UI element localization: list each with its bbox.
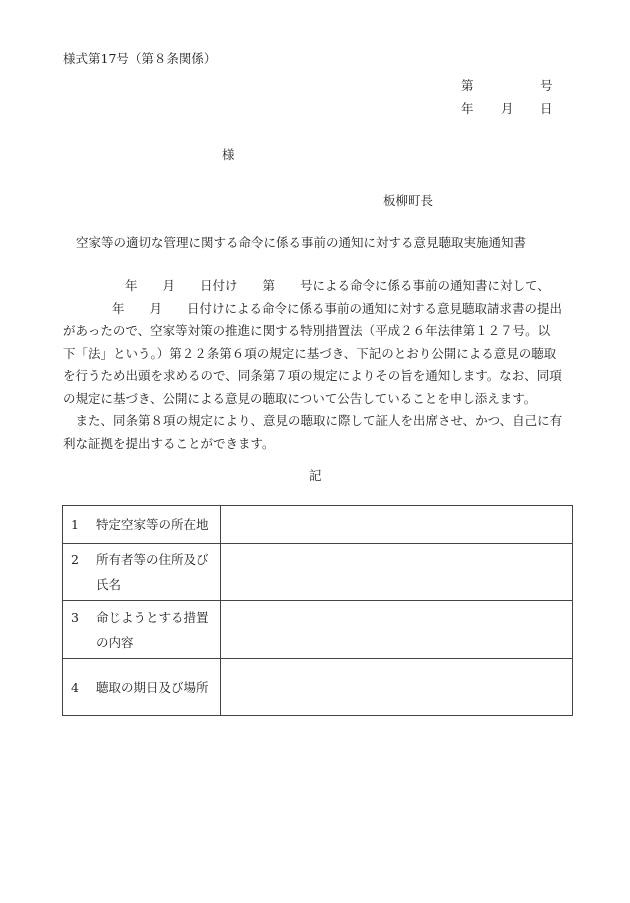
row-number: 4 bbox=[71, 679, 79, 695]
body-line: の規定に基づき、公開による意見の聴取について公告していることを申し添えます。 bbox=[63, 390, 537, 406]
row-label: 聴取の期日及び場所 bbox=[96, 679, 209, 695]
table-value-cell bbox=[221, 659, 573, 716]
notice-table bbox=[62, 505, 573, 716]
table-label-cell bbox=[63, 659, 221, 716]
sender-name: 板柳町長 bbox=[383, 193, 434, 208]
row-number: 3 bbox=[71, 609, 79, 625]
body-line: 年 月 日付けによる命令に係る事前の通知に対する意見聴取請求書の提出 bbox=[87, 300, 563, 316]
table-row bbox=[63, 506, 573, 544]
table-row bbox=[63, 601, 573, 659]
ki-heading: 記 bbox=[309, 468, 322, 483]
table-row bbox=[63, 659, 573, 716]
document-title: 空家等の適切な管理に関する命令に係る事前の通知に対する意見聴取実施通知書 bbox=[76, 235, 527, 250]
date-month: 月 bbox=[501, 101, 514, 116]
doc-number-go: 号 bbox=[540, 78, 553, 93]
date-year: 年 bbox=[461, 101, 474, 116]
table-row bbox=[63, 544, 573, 601]
table-value-cell bbox=[221, 544, 573, 601]
row-number: 2 bbox=[71, 552, 79, 567]
row-label: 所有者等の住所及び氏名 bbox=[96, 552, 209, 592]
body-line: また、同条第８項の規定により、意見の聴取に際して証人を出席させ、かつ、自己に有 bbox=[63, 413, 563, 428]
row-number: 1 bbox=[71, 517, 79, 532]
table-label-cell bbox=[63, 544, 221, 601]
table-value-cell bbox=[221, 506, 573, 544]
body-text bbox=[63, 275, 578, 455]
table-label-cell bbox=[63, 506, 221, 544]
form-number: 様式第17号（第８条関係） bbox=[63, 51, 217, 66]
row-label: 特定空家等の所在地 bbox=[96, 517, 209, 532]
table-value-cell bbox=[221, 601, 573, 659]
body-line: 利な証拠を提出することができます。 bbox=[63, 435, 275, 451]
table-label-cell bbox=[63, 601, 221, 659]
body-line: 年 月 日付け 第 号による命令に係る事前の通知書に対して、 bbox=[100, 278, 550, 293]
addressee-suffix: 様 bbox=[222, 147, 235, 162]
body-line: 下「法」という。）第２２条第６項の規定に基づき、下記のとおり公開による意見の聴取 bbox=[63, 345, 557, 361]
doc-number-dai: 第 bbox=[461, 78, 474, 93]
date-day: 日 bbox=[540, 101, 553, 116]
body-line: があったので、空家等対策の推進に関する特別措置法（平成２６年法律第１２７号。以 bbox=[63, 323, 551, 338]
body-line: を行うため出頭を求めるので、同条第７項の規定によりその旨を通知します。なお、同項 bbox=[63, 368, 562, 383]
row-label: 命じようとする措置の内容 bbox=[96, 609, 209, 650]
